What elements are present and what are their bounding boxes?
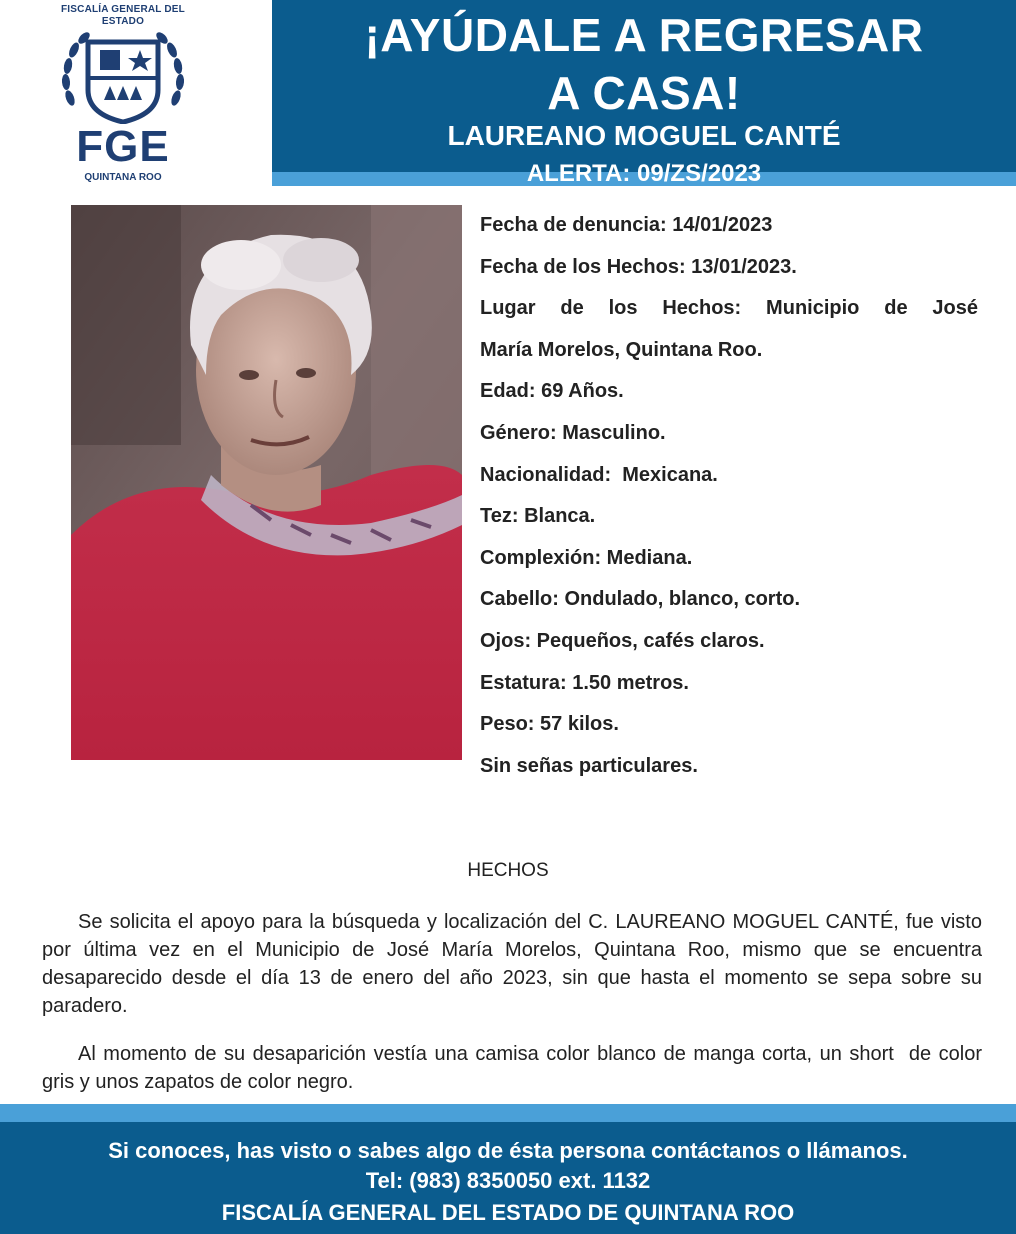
detail-tez: Tez: Blanca. (480, 505, 596, 528)
footer-agency: FISCALÍA GENERAL DEL ESTADO DE QUINTANA ROO (221, 1200, 795, 1225)
person-details-list (480, 205, 978, 787)
hechos-title: HECHOS (467, 860, 549, 881)
person-portrait-icon (71, 205, 462, 760)
detail-complexion: Complexión: Mediana. (480, 546, 693, 569)
logo-bottom-text: QUINTANA ROO (84, 172, 162, 183)
detail-estatura: Estatura: 1.50 metros. (480, 671, 689, 694)
detail-lugar-hechos-cont: María Morelos, Quintana Roo. (480, 338, 763, 361)
fge-logo (48, 0, 198, 192)
missing-person-name: LAUREANO MOGUEL CANTÉ (447, 120, 841, 151)
headline (272, 6, 1016, 122)
detail-cabello: Cabello: Ondulado, blanco, corto. (480, 588, 801, 611)
headline-line1: ¡AYÚDALE A REGRESAR (364, 9, 924, 61)
headline-line2: A CASA! (547, 67, 741, 119)
hechos-paragraph-1: Se solicita el apoyo para la búsqueda y localización del C. LAUREANO MOGUEL CANTÉ, fue visto por última vez en el Municipio de José María Morelos, Quintana Roo, mismo que se encuentra desaparecido desde el día 13 de enero del año 2023, sin que hasta el momento se sepa sobre su paradero. (42, 911, 982, 1017)
detail-fecha-hechos: Fecha de los Hechos: 13/01/2023. (480, 255, 797, 278)
missing-person-photo (71, 205, 462, 760)
footer-accent-strip (0, 1104, 1016, 1122)
logo-top-text: FISCALÍA GENERAL DEL ESTADO (60, 4, 185, 27)
shield-emblem-icon (60, 28, 186, 124)
logo-acronym: FGE (76, 122, 170, 171)
detail-senas: Sin señas particulares. (480, 754, 698, 777)
footer-phone[interactable]: Tel: (983) 8350050 ext. 1132 (365, 1168, 651, 1193)
detail-peso: Peso: 57 kilos. (480, 713, 619, 736)
detail-nacionalidad: Nacionalidad: Mexicana. (480, 463, 718, 486)
detail-lugar-hechos: Lugar de los Hechos: Municipio de José (480, 297, 978, 320)
hechos-paragraph-2: Al momento de su desaparición vestía una camisa color blanco de manga corta, un short de color gris y unos zapatos de color negro. (42, 1043, 988, 1093)
footer-contact-message: Si conoces, has visto o sabes algo de ésta persona contáctanos o llámanos. (108, 1138, 908, 1163)
detail-edad: Edad: 69 Años. (480, 380, 624, 403)
detail-fecha-denuncia: Fecha de denuncia: 14/01/2023 (480, 214, 773, 236)
detail-ojos: Ojos: Pequeños, cafés claros. (480, 629, 765, 652)
alert-code: ALERTA: 09/ZS/2023 (526, 160, 762, 187)
detail-genero: Género: Masculino. (480, 421, 666, 444)
